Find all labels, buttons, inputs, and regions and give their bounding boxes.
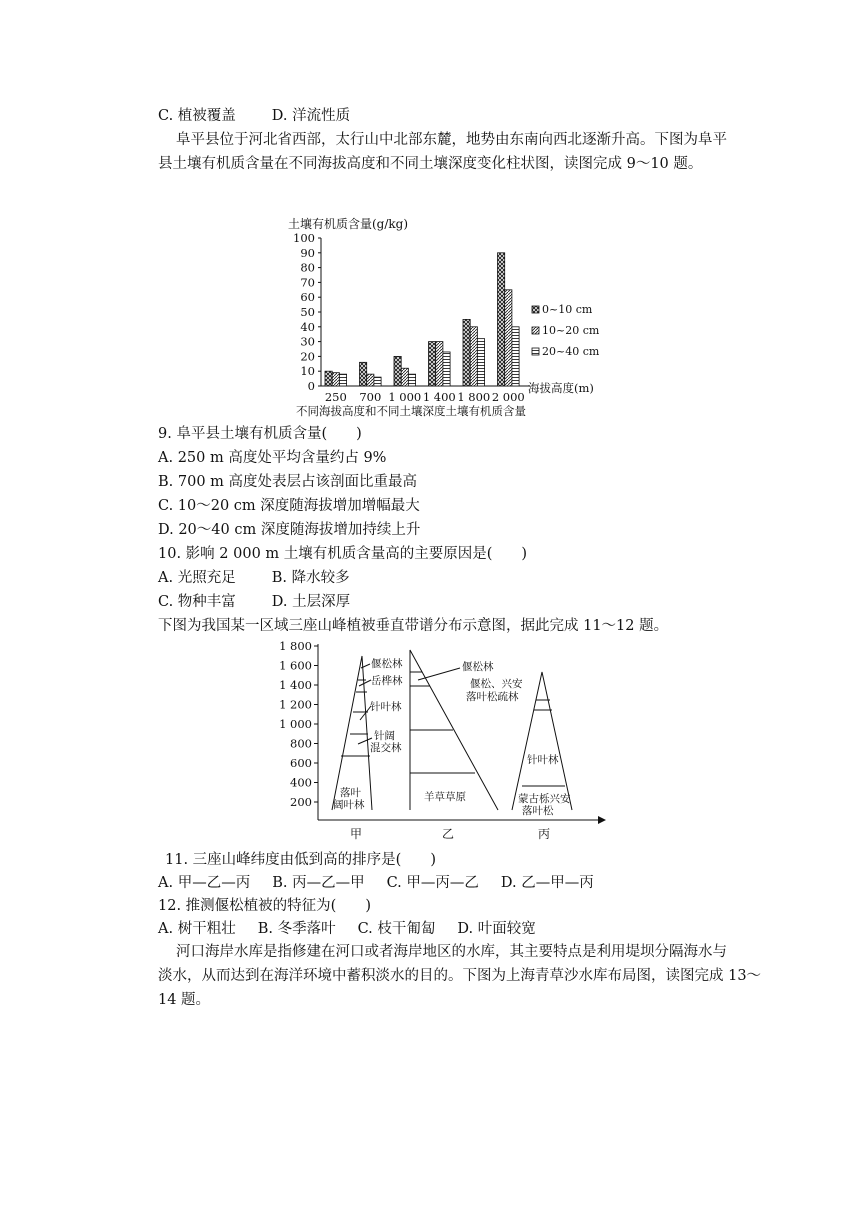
jia-label-conifer: 针叶林 bbox=[370, 701, 402, 713]
bar bbox=[394, 356, 401, 386]
y-tick-label: 0 bbox=[307, 379, 315, 393]
x-tick-label: 1 400 bbox=[422, 390, 456, 404]
x-tick-label: 250 bbox=[324, 390, 347, 404]
bar bbox=[408, 374, 415, 386]
yi-label-pine: 偃松林 bbox=[462, 661, 494, 673]
y-tick-label: 90 bbox=[300, 245, 315, 260]
yi-label-steppe: 羊草草原 bbox=[424, 791, 466, 803]
q12-option-c: C. 枝干匍匐 bbox=[357, 921, 436, 937]
bar bbox=[374, 377, 381, 386]
vegetation-zonation-diagram bbox=[278, 640, 608, 844]
q11-option-a: A. 甲—乙—丙 bbox=[158, 875, 251, 891]
chart-ylabel: 土壤有机质含量(g/kg) bbox=[288, 217, 409, 231]
q10-options-row-1 bbox=[158, 568, 350, 588]
q11-option-c: C. 甲—丙—乙 bbox=[386, 875, 479, 891]
bar bbox=[429, 342, 436, 386]
bar bbox=[477, 339, 484, 386]
legend-label: 0~10 cm bbox=[542, 303, 593, 316]
q9-option-a: A. 250 m 高度处平均含量约占 9% bbox=[158, 450, 387, 466]
y-tick-label: 60 bbox=[300, 290, 315, 305]
q11-options bbox=[158, 873, 594, 893]
q11-option-d: D. 乙—甲—丙 bbox=[500, 875, 594, 891]
q9-option-d: D. 20～40 cm 深度随海拔增加持续上升 bbox=[158, 522, 421, 538]
bar bbox=[325, 371, 332, 386]
bing-label-pine-2: 落叶松疏林 bbox=[466, 691, 519, 703]
q10-stem: 10. 影响 2 000 m 土壤有机质含量高的主要原因是( ) bbox=[158, 546, 528, 562]
x-tick-label: 1 000 bbox=[388, 390, 422, 404]
diagram-y-tick-label: 600 bbox=[290, 756, 312, 770]
q9-stem: 9. 阜平县土壤有机质含量( ) bbox=[158, 426, 362, 442]
y-tick-label: 100 bbox=[293, 231, 315, 245]
peak-yi: 乙 bbox=[442, 827, 455, 841]
q12-options bbox=[158, 919, 536, 939]
bar bbox=[339, 374, 346, 386]
intro-paragraph-3-line-3: 14 题。 bbox=[158, 992, 211, 1008]
peak-jia: 甲 bbox=[350, 827, 363, 841]
intro-paragraph-3-line-2: 淡水，从而达到在海洋环境中蓄积淡水的目的。下图为上海青草沙水库布局图，读图完成 13～ bbox=[158, 968, 762, 984]
bar bbox=[512, 327, 519, 386]
diagram-y-tick-label: 400 bbox=[290, 775, 312, 790]
y-tick-label: 50 bbox=[300, 305, 315, 319]
bar bbox=[470, 327, 477, 386]
mountain-yi bbox=[410, 650, 498, 810]
bar bbox=[463, 319, 470, 386]
bar bbox=[443, 352, 450, 386]
chart-title: 不同海拔高度和不同土壤深度土壤有机质含量 bbox=[296, 404, 526, 418]
y-tick-label: 30 bbox=[300, 334, 315, 349]
chart-xlabel: 海拔高度(m) bbox=[528, 381, 594, 395]
intro-paragraph-1-line-2: 县土壤有机质含量在不同海拔高度和不同土壤深度变化柱状图，读图完成 9～10 题。 bbox=[158, 156, 703, 172]
legend-swatch bbox=[532, 306, 539, 313]
x-tick-label: 2 000 bbox=[491, 390, 525, 404]
q9-option-c: C. 10～20 cm 深度随海拔增加增幅最大 bbox=[158, 498, 420, 514]
legend-swatch bbox=[532, 327, 539, 334]
y-tick-label: 20 bbox=[300, 349, 315, 364]
jia-label-broadleaf-2: 阔叶林 bbox=[333, 799, 365, 811]
y-tick-label: 40 bbox=[300, 319, 315, 334]
x-tick-label: 700 bbox=[359, 390, 382, 404]
q12-option-b: B. 冬季落叶 bbox=[257, 921, 336, 937]
intro-paragraph-1-line-1: 阜平县位于河北省西部，太行山中北部东麓，地势由东南向西北逐渐升高。下图为阜平 bbox=[176, 132, 727, 148]
y-tick-label: 10 bbox=[300, 364, 315, 379]
mountain-bing bbox=[512, 672, 572, 810]
y-tick-label: 70 bbox=[300, 275, 315, 290]
x-tick-label: 1 800 bbox=[457, 390, 491, 404]
q12-stem: 12. 推测偃松植被的特征为( ) bbox=[158, 898, 371, 914]
diagram-y-tick-label: 1 400 bbox=[279, 678, 312, 692]
q11-stem: 11. 三座山峰纬度由低到高的排序是( ) bbox=[165, 852, 436, 868]
q10-options-row-2 bbox=[158, 592, 350, 612]
q11-option-b: B. 丙—乙—甲 bbox=[272, 875, 365, 891]
bing-label-oak-1: 蒙古栎兴安 bbox=[518, 793, 571, 805]
intro-paragraph-2: 下图为我国某一区域三座山峰植被垂直带谱分布示意图，据此完成 11～12 题。 bbox=[158, 618, 669, 634]
jia-label-broadleaf-1: 落叶 bbox=[340, 787, 361, 799]
q8-option-c: C. 植被覆盖 bbox=[158, 108, 236, 124]
q10-option-a: A. 光照充足 bbox=[158, 570, 236, 586]
q8-option-d: D. 洋流性质 bbox=[271, 108, 351, 124]
q10-option-c: C. 物种丰富 bbox=[158, 594, 236, 610]
legend-swatch bbox=[532, 348, 539, 355]
bing-label-pine-1: 偃松、兴安 bbox=[470, 678, 523, 690]
diagram-y-tick-label: 200 bbox=[290, 795, 312, 809]
q10-option-d: D. 土层深厚 bbox=[271, 594, 351, 610]
q10-option-b: B. 降水较多 bbox=[271, 570, 350, 586]
bar bbox=[505, 290, 512, 386]
y-tick-label: 80 bbox=[300, 260, 315, 275]
intro-paragraph-3-line-1: 河口海岸水库是指修建在河口或者海岸地区的水库，其主要特点是利用堤坝分隔海水与 bbox=[176, 944, 727, 960]
q12-option-d: D. 叶面较宽 bbox=[457, 921, 536, 937]
peak-bing: 丙 bbox=[538, 827, 551, 841]
jia-label-mixed-2: 混交林 bbox=[370, 742, 402, 754]
bar bbox=[436, 342, 443, 386]
bar bbox=[367, 374, 374, 386]
jia-label-birch: 岳桦林 bbox=[371, 675, 403, 687]
q8-options bbox=[158, 106, 350, 126]
bing-label-conifer: 针叶林 bbox=[527, 754, 559, 766]
bar bbox=[401, 368, 408, 386]
legend-label: 20~40 cm bbox=[542, 345, 600, 358]
diagram-y-tick-label: 800 bbox=[290, 736, 312, 751]
q9-option-b: B. 700 m 高度处表层占该剖面比重最高 bbox=[158, 474, 418, 490]
bar bbox=[498, 253, 505, 386]
q12-option-a: A. 树干粗壮 bbox=[158, 921, 236, 937]
bar bbox=[332, 373, 339, 386]
bar bbox=[360, 362, 367, 386]
diagram-y-tick-label: 1 200 bbox=[279, 697, 312, 712]
diagram-y-tick-label: 1 000 bbox=[279, 717, 312, 731]
organic-matter-bar-chart bbox=[280, 214, 600, 420]
bing-label-oak-2: 落叶松 bbox=[522, 805, 554, 817]
diagram-y-tick-label: 1 600 bbox=[279, 658, 312, 673]
diagram-y-tick-label: 1 800 bbox=[279, 640, 312, 653]
jia-label-pine: 偃松林 bbox=[371, 658, 403, 670]
legend-label: 10~20 cm bbox=[542, 324, 600, 337]
jia-label-mixed-1: 针阔 bbox=[374, 730, 395, 742]
diagram-x-arrow bbox=[598, 816, 606, 824]
